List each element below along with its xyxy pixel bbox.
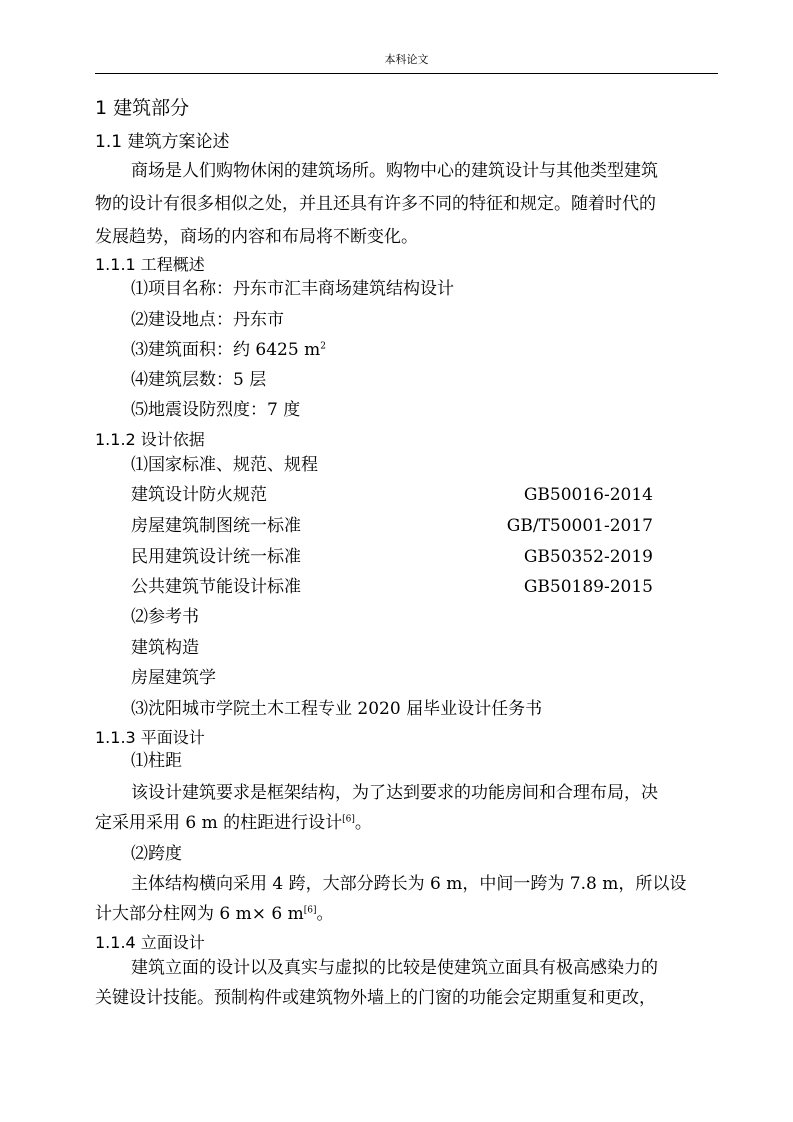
sub-heading: ⑵跨度 xyxy=(131,844,182,864)
book-title: 房屋建筑学 xyxy=(131,668,216,688)
citation-ref: [6] xyxy=(342,814,355,825)
sub-heading: ⑴柱距 xyxy=(131,751,182,771)
book-title: 建筑构造 xyxy=(131,638,199,658)
paragraph-line xyxy=(95,902,333,926)
standard-code: GB/T50001-2017 xyxy=(506,516,653,536)
paragraph-line: 建筑立面的设计以及真实与虚拟的比较是使建筑立面具有极高感染力的 xyxy=(131,958,658,978)
list-item: ⑴项目名称：丹东市汇丰商场建筑结构设计 xyxy=(131,279,454,299)
list-item: ⑶沈阳城市学院土木工程专业 2020 届毕业设计任务书 xyxy=(131,699,543,719)
punctuation: 。 xyxy=(354,813,372,833)
intro-paragraph-line-2: 物的设计有很多相似之处，并且还具有许多不同的特征和规定。随着时代的 xyxy=(95,194,656,214)
header-rule xyxy=(95,73,718,74)
section-title: 1.1 建筑方案论述 xyxy=(95,132,230,152)
list-item: ⑵参考书 xyxy=(131,607,199,627)
standard-code: GB50352-2019 xyxy=(523,547,653,567)
punctuation: 。 xyxy=(316,904,334,924)
list-item-area xyxy=(131,338,326,362)
subsection-title-1-1-2: 1.1.2 设计依据 xyxy=(95,430,205,449)
list-item: ⑴国家标准、规范、规程 xyxy=(131,455,318,475)
list-item: ⑸地震设防烈度：7 度 xyxy=(131,400,301,420)
list-item: ⑷建筑层数：5 层 xyxy=(131,370,267,390)
intro-paragraph-line-1: 商场是人们购物休闲的建筑场所。购物中心的建筑设计与其他类型建筑 xyxy=(131,161,658,181)
paragraph-line xyxy=(95,811,372,835)
paragraph-line: 关键设计技能。预制构件或建筑物外墙上的门窗的功能会定期重复和更改， xyxy=(95,988,656,1008)
paragraph-text: 定采用采用 6 m 的柱距进行设计 xyxy=(95,813,343,833)
standard-code: GB50189-2015 xyxy=(523,577,653,597)
standard-code: GB50016-2014 xyxy=(523,485,653,505)
subsection-title-1-1-3: 1.1.3 平面设计 xyxy=(95,728,205,747)
chapter-title: 1 建筑部分 xyxy=(95,97,190,119)
paragraph-line: 该设计建筑要求是框架结构，为了达到要求的功能房间和合理布局，决 xyxy=(131,783,658,803)
standard-name: 公共建筑节能设计标准 xyxy=(131,577,301,597)
list-item-text: ⑶建筑面积：约 6425 m xyxy=(131,340,321,360)
superscript: 2 xyxy=(320,341,326,352)
intro-paragraph-line-3: 发展趋势，商场的内容和布局将不断变化。 xyxy=(95,227,418,247)
running-header: 本科论文 xyxy=(384,53,429,66)
paragraph-text: 计大部分柱网为 6 m× 6 m xyxy=(95,904,304,924)
list-item: ⑵建设地点：丹东市 xyxy=(131,310,284,330)
standard-name: 建筑设计防火规范 xyxy=(131,485,267,505)
standard-name: 房屋建筑制图统一标准 xyxy=(131,516,301,536)
paragraph-line: 主体结构横向采用 4 跨，大部分跨长为 6 m，中间一跨为 7.8 m，所以设 xyxy=(131,874,687,894)
citation-ref: [6] xyxy=(303,905,317,916)
standard-name: 民用建筑设计统一标准 xyxy=(131,547,301,567)
subsection-title-1-1-1: 1.1.1 工程概述 xyxy=(95,255,205,274)
subsection-title-1-1-4: 1.1.4 立面设计 xyxy=(95,933,205,952)
